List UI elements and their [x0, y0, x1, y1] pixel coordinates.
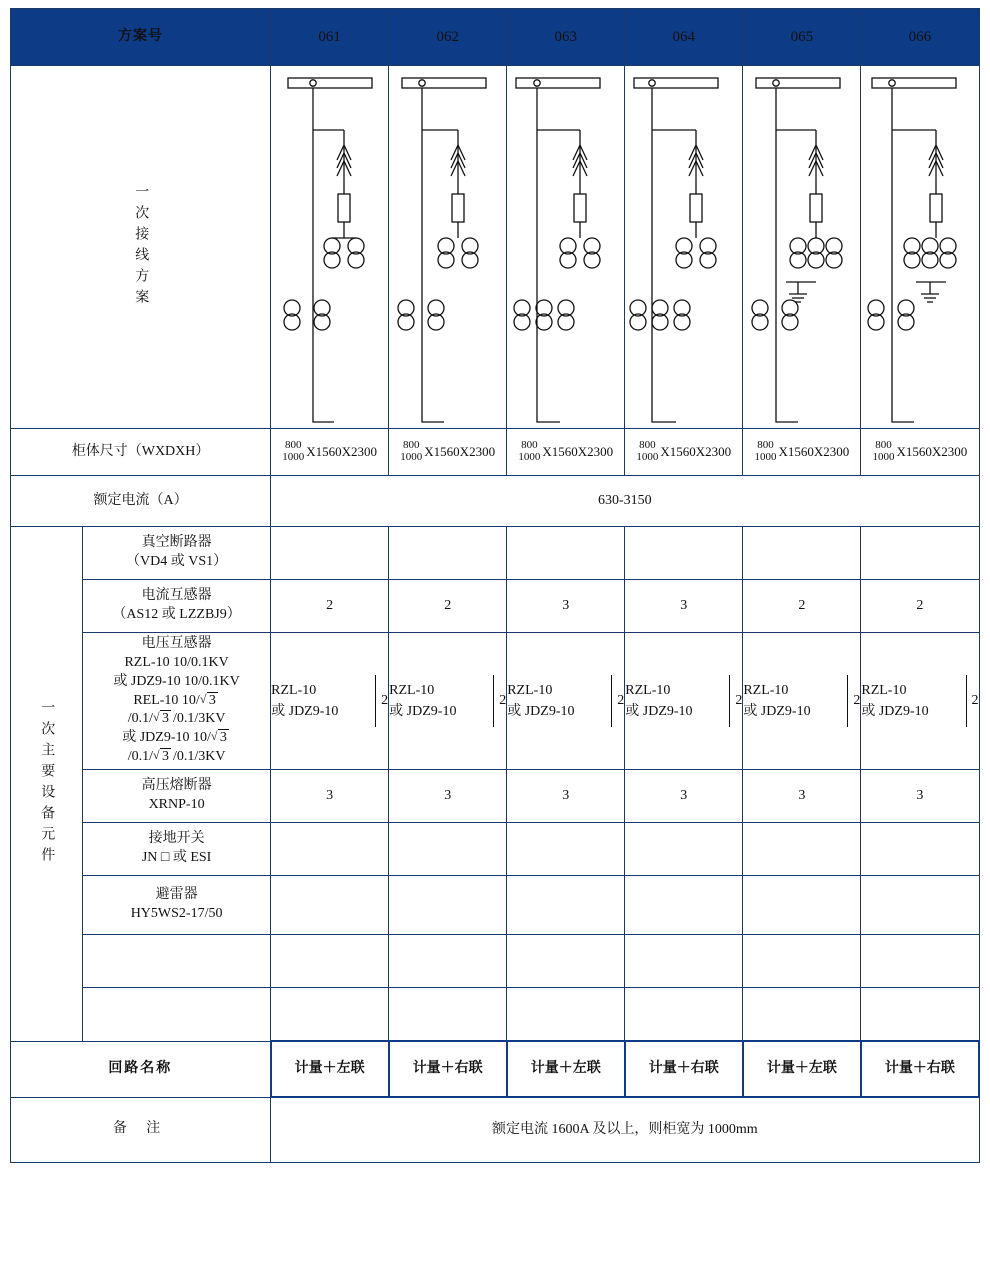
cabinet-size-065: 800 1000 X1560X2300	[743, 429, 861, 476]
equipment-row-earthing-switch	[11, 823, 980, 876]
loop-name-062: 计量＋右联	[389, 1041, 507, 1097]
blank-1-063	[507, 935, 625, 988]
brace-icon	[847, 675, 849, 727]
vt-formula-line-rel2: /0.1/ √ 3 /0.1/3KV	[83, 710, 270, 729]
equipment-label-text: 一次主要设备元件	[39, 699, 55, 868]
voltage-transformer-065: RZL-10 或 JDZ9-10 2	[743, 633, 861, 770]
current-transformer-061: 2	[271, 580, 389, 633]
hv-fuse-061: 3	[271, 770, 389, 823]
loop-name-061: 计量＋左联	[271, 1041, 389, 1097]
loop-name-066: 计量＋右联	[861, 1041, 979, 1097]
rated-current-value: 630-3150	[271, 476, 979, 527]
brace-icon	[611, 675, 613, 727]
equipment-name-voltage-transformer: 电压互感器 RZL-10 10/0.1KV 或 JDZ9-10 10/0.1KV REL-10 10/ √ 3 /0.1/ √ 3 /0.1/3KV 或 JDZ9-10 10/ √ 3 /0.1/ √ 3 /0.1/3KV	[83, 633, 271, 770]
diagram-061	[271, 66, 389, 429]
loop-name-065: 计量＋左联	[743, 1041, 861, 1097]
equipment-name-blank-1	[83, 935, 271, 988]
current-transformer-063: 3	[507, 580, 625, 633]
hv-fuse-062: 3	[389, 770, 507, 823]
voltage-transformer-061: RZL-10 或 JDZ9-10 2	[271, 633, 389, 770]
rated-current-row	[11, 476, 980, 527]
blank-1-066	[861, 935, 979, 988]
blank-1-061	[271, 935, 389, 988]
header-scheme-066: 066	[861, 9, 979, 66]
surge-arrester-062	[389, 876, 507, 935]
loop-name-label: 回路名称	[11, 1041, 271, 1097]
brace-icon	[375, 675, 377, 727]
earthing-switch-066	[861, 823, 979, 876]
blank-2-061	[271, 988, 389, 1042]
blank-2-062	[389, 988, 507, 1042]
header-scheme-065: 065	[743, 9, 861, 66]
blank-2-066	[861, 988, 979, 1042]
vacuum-breaker-063	[507, 527, 625, 580]
cabinet-size-063: 800 1000 X1560X2300	[507, 429, 625, 476]
earthing-switch-065	[743, 823, 861, 876]
equipment-name-blank-2	[83, 988, 271, 1042]
header-scheme-063: 063	[507, 9, 625, 66]
vacuum-breaker-066	[861, 527, 979, 580]
vacuum-breaker-062	[389, 527, 507, 580]
vt-formula-line-jdz2: /0.1/ √ 3 /0.1/3KV	[83, 748, 270, 767]
note-value: 额定电流 1600A 及以上，则柜宽为 1000mm	[271, 1097, 979, 1163]
surge-arrester-065	[743, 876, 861, 935]
voltage-transformer-066: RZL-10 或 JDZ9-10 2	[861, 633, 979, 770]
voltage-transformer-063: RZL-10 或 JDZ9-10 2	[507, 633, 625, 770]
hv-fuse-064: 3	[625, 770, 743, 823]
header-scheme-061: 061	[271, 9, 389, 66]
current-transformer-066: 2	[861, 580, 979, 633]
hv-fuse-063: 3	[507, 770, 625, 823]
loop-name-063: 计量＋左联	[507, 1041, 625, 1097]
vacuum-breaker-065	[743, 527, 861, 580]
diagram-062	[389, 66, 507, 429]
vacuum-breaker-064	[625, 527, 743, 580]
equipment-name-current-transformer: 电流互感器 （AS12 或 LZZBJ9）	[83, 580, 271, 633]
vt-formula-line-jdz: 或 JDZ9-10 10/ √ 3	[83, 729, 270, 748]
loop-name-064: 计量＋右联	[625, 1041, 743, 1097]
surge-arrester-064	[625, 876, 743, 935]
surge-arrester-063	[507, 876, 625, 935]
table-header-row	[11, 9, 980, 66]
diagram-063	[507, 66, 625, 429]
blank-1-062	[389, 935, 507, 988]
diagram-row	[11, 66, 980, 429]
header-scheme-064: 064	[625, 9, 743, 66]
rated-current-label: 额定电流（A）	[11, 476, 271, 527]
cabinet-size-row	[11, 429, 980, 476]
diagram-066	[861, 66, 979, 429]
equipment-name-earthing-switch: 接地开关 JN □ 或 ESI	[83, 823, 271, 876]
earthing-switch-061	[271, 823, 389, 876]
earthing-switch-062	[389, 823, 507, 876]
diagram-064	[625, 66, 743, 429]
equipment-row-surge-arrester	[11, 876, 980, 935]
vacuum-breaker-061	[271, 527, 389, 580]
cabinet-size-066: 800 1000 X1560X2300	[861, 429, 979, 476]
equipment-row-blank-2	[11, 988, 980, 1042]
hv-fuse-065: 3	[743, 770, 861, 823]
equipment-name-vacuum-breaker: 真空断路器 （VD4 或 VS1）	[83, 527, 271, 580]
cabinet-size-064: 800 1000 X1560X2300	[625, 429, 743, 476]
equipment-section-label	[11, 527, 83, 1042]
blank-2-064	[625, 988, 743, 1042]
cabinet-size-062: 800 1000 X1560X2300	[389, 429, 507, 476]
equipment-row-blank-1	[11, 935, 980, 988]
note-row	[11, 1097, 980, 1163]
scheme-table	[10, 8, 980, 1163]
loop-name-row	[11, 1041, 980, 1097]
header-scheme-062: 062	[389, 9, 507, 66]
voltage-transformer-062: RZL-10 或 JDZ9-10 2	[389, 633, 507, 770]
current-transformer-064: 3	[625, 580, 743, 633]
note-label: 备 注	[11, 1097, 271, 1163]
blank-2-063	[507, 988, 625, 1042]
equipment-row-voltage-transformer	[11, 633, 980, 770]
voltage-transformer-064: RZL-10 或 JDZ9-10 2	[625, 633, 743, 770]
header-scheme-no: 方案号	[11, 9, 271, 66]
surge-arrester-066	[861, 876, 979, 935]
current-transformer-065: 2	[743, 580, 861, 633]
earthing-switch-064	[625, 823, 743, 876]
blank-2-065	[743, 988, 861, 1042]
brace-icon	[966, 675, 968, 727]
cabinet-size-label: 柜体尺寸（WXDXH）	[11, 429, 271, 476]
surge-arrester-061	[271, 876, 389, 935]
equipment-row-current-transformer	[11, 580, 980, 633]
cabinet-size-061: 800 1000 X1560X2300	[271, 429, 389, 476]
current-transformer-062: 2	[389, 580, 507, 633]
diagram-row-label	[11, 66, 271, 429]
earthing-switch-063	[507, 823, 625, 876]
hv-fuse-066: 3	[861, 770, 979, 823]
equipment-name-surge-arrester: 避雷器 HY5WS2-17/50	[83, 876, 271, 935]
blank-1-064	[625, 935, 743, 988]
blank-1-065	[743, 935, 861, 988]
diagram-label-text: 一次接线方案	[133, 184, 149, 310]
brace-icon	[729, 675, 731, 727]
vt-formula-line-rel: REL-10 10/ √ 3	[83, 692, 270, 711]
diagram-065	[743, 66, 861, 429]
equipment-name-hv-fuse: 高压熔断器 XRNP-10	[83, 770, 271, 823]
equipment-row-vacuum-breaker	[11, 527, 980, 580]
equipment-row-hv-fuse	[11, 770, 980, 823]
brace-icon	[493, 675, 495, 727]
